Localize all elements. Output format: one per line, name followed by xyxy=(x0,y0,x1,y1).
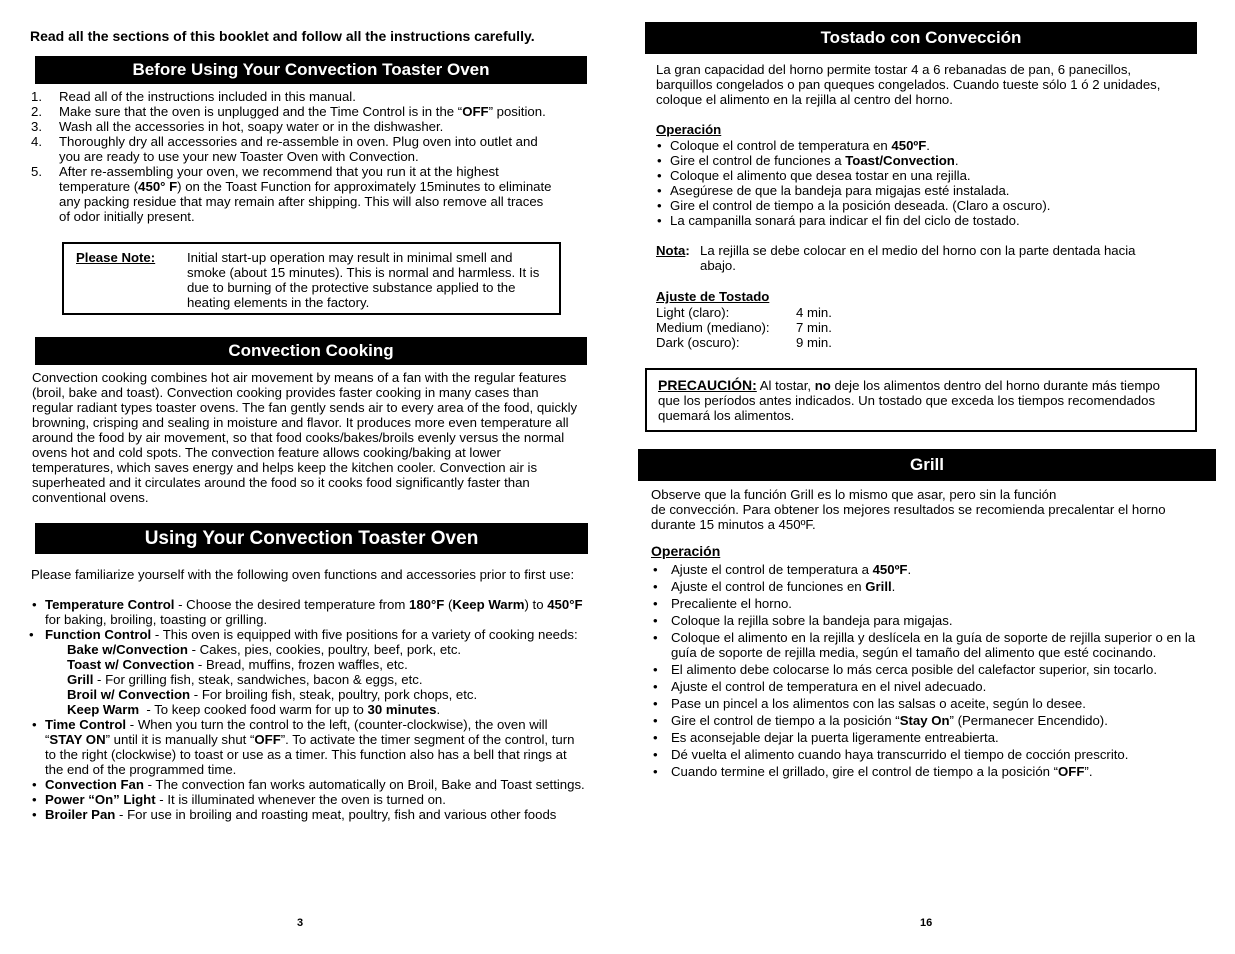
tostado-step: • Gire el control de funciones a Toast/Convection. xyxy=(656,153,1196,168)
grill-step: • Es aconsejable dejar la puerta ligeramente entreabierta. xyxy=(651,730,1196,745)
convection-cooking-text: Convection cooking combines hot air movement by means of a fan with the regular features (broil, bake and toast). Convection cooking provides faster cooking in many cases than regular radiant types toaster ovens. The fan gently sends air to every area of the food, quickly browning, crisping and sealing in moisture and flavor. It produces more even temperature all around the food by air movement, so that food cooks/bakes/broils evenly versus the normal ovens hot and cold spots. The convection feature allows cooking/baking at lower temperatures, which saves energy and helps keep the kitchen cooler. Convection air is superheated and it circulates around the food so it cooks food significantly faster than conventional ovens. xyxy=(32,370,578,505)
time-control-item: • Time Control - When you turn the control to the left, (counter-clockwise), the oven will “STAY ON” until it is manually shut “OFF”. To activate the timer segment of the control, turn to the right (clockwise) to toast or use as a timer. This function also has a bell that rings at the end of the programmed time. xyxy=(32,717,575,777)
grill-step: • Gire el control de tiempo a la posición “Stay On” (Permanecer Encendido). xyxy=(651,713,1196,728)
using-intro: Please familiarize yourself with the following oven functions and accessories prior to first use: xyxy=(31,567,575,582)
function-position-item: Toast w/ Convection - Bread, muffins, frozen waffles, etc. xyxy=(67,657,408,672)
please-note-box xyxy=(62,242,561,315)
grill-step: • Precaliente el horno. xyxy=(651,596,1196,611)
page-number-right: 16 xyxy=(920,917,933,929)
before-using-item: 4. Thoroughly dry all accessories and re-assemble in oven. Plug oven into outlet and you are ready to use your new Toaster Oven with Convection. xyxy=(31,134,538,164)
using-oven-heading: Using Your Convection Toaster Oven xyxy=(35,523,588,554)
precaucion-box: PRECAUCIÓN: Al tostar, no deje los alimentos dentro del horno durante más tiempo que los períodos antes indicados. Un tostado que exceda los tiempos recomendados quemará los alimentos. xyxy=(645,368,1197,432)
grill-step: • Cuando termine el grillado, gire el control de tiempo a la posición “OFF”. xyxy=(651,764,1196,779)
function-positions xyxy=(31,642,586,702)
nota: Nota: La rejilla se debe colocar en el medio del horno con la parte dentada hacia abajo. xyxy=(656,243,1136,273)
convection-fan-item: • Convection Fan - The convection fan works automatically on Broil, Bake and Toast settings. xyxy=(32,777,585,792)
tostado-step: • Gire el control de tiempo a la posición deseada. (Claro a oscuro). xyxy=(656,198,1196,213)
function-position-item: Broil w/ Convection - For broiling fish, steak, poultry, pork chops, etc. xyxy=(67,687,478,702)
tostado-operacion-label: Operación xyxy=(656,122,722,137)
grill-intro: Observe que la función Grill es lo mismo que asar, pero sin la función de convección. Para obtener los mejores resultados se recomienda precalentar el horno durante 15 minutos a 450ºF. xyxy=(651,487,1166,532)
oven-functions-list xyxy=(31,597,586,822)
ajuste-row: Light (claro): 4 min. xyxy=(656,305,832,320)
broiler-pan-item: • Broiler Pan - For use in broiling and roasting meat, poultry, fish and various other foods xyxy=(32,807,557,822)
grill-step: • Dé vuelta el alimento cuando haya transcurrido el tiempo de cocción prescrito. xyxy=(651,747,1196,762)
tostado-heading: Tostado con Convección xyxy=(645,22,1197,54)
keep-warm-item: Keep Warm - To keep cooked food warm for up to 30 minutes. xyxy=(67,702,441,717)
ajuste-table xyxy=(656,305,876,350)
convection-cooking-heading: Convection Cooking xyxy=(35,337,587,365)
grill-step: • Ajuste el control de temperatura en el nivel adecuado. xyxy=(651,679,1196,694)
grill-step: • El alimento debe colocarse lo más cerca posible del calefactor superior, sin tocarlo. xyxy=(651,662,1196,677)
grill-step: • Coloque la rejilla sobre la bandeja para migajas. xyxy=(651,613,1196,628)
before-using-item: 3. Wash all the accessories in hot, soapy water or in the dishwasher. xyxy=(31,119,444,134)
function-position-item: Grill - For grilling fish, steak, sandwiches, bacon & eggs, etc. xyxy=(67,672,423,687)
ajuste-row: Dark (oscuro): 9 min. xyxy=(656,335,832,350)
grill-step: • Pase un pincel a los alimentos con las salsas o aceite, según lo desee. xyxy=(651,696,1196,711)
please-note-label: Please Note: xyxy=(76,250,156,265)
please-note-text: Initial start-up operation may result in minimal smell and smoke (about 15 minutes). This is normal and harmless. It is due to burning of the protective substance applied to the heating elements in the factory. xyxy=(187,250,540,310)
page-number-left: 3 xyxy=(297,917,304,929)
ajuste-row: Medium (mediano): 7 min. xyxy=(656,320,832,335)
before-using-item: 2. Make sure that the oven is unplugged and the Time Control is in the “OFF” position. xyxy=(31,104,546,119)
function-control-item: • Function Control - This oven is equipped with five positions for a variety of cooking needs: xyxy=(29,627,578,642)
grill-heading: Grill xyxy=(638,449,1216,481)
before-using-list xyxy=(31,89,556,224)
before-using-item: 5. After re-assembling your oven, we recommend that you run it at the highest temperature (450° F) on the Toast Function for approximately 15minutes to eliminate any packing residue that may remain after shipping. This will also remove all traces of odor initially present. xyxy=(31,164,552,224)
power-light-item: • Power “On” Light - It is illuminated whenever the oven is turned on. xyxy=(32,792,446,807)
before-using-item: 1. Read all of the instructions included in this manual. xyxy=(31,89,356,104)
tostado-step: • La campanilla sonará para indicar el fin del ciclo de tostado. xyxy=(656,213,1196,228)
grill-step: • Ajuste el control de funciones en Grill. xyxy=(651,579,1196,594)
tostado-step: • Asegúrese de que la bandeja para migajas esté instalada. xyxy=(656,183,1196,198)
tostado-step: • Coloque el control de temperatura en 450ºF. xyxy=(656,138,1196,153)
tostado-step: • Coloque el alimento que desea tostar en una rejilla. xyxy=(656,168,1196,183)
grill-step: • Coloque el alimento en la rejilla y deslícela en la guía de soporte de rejilla superior o en la guía de soporte de rejilla media, según el tamaño del alimento que esté cocinando. xyxy=(651,630,1196,660)
before-using-heading: Before Using Your Convection Toaster Oven xyxy=(35,56,587,84)
grill-operacion-label: Operación xyxy=(651,543,721,559)
function-position-item: Bake w/Convection - Cakes, pies, cookies, poultry, beef, pork, etc. xyxy=(67,642,462,657)
tostado-operacion-list xyxy=(656,138,1196,228)
top-instruction: Read all the sections of this booklet and follow all the instructions carefully. xyxy=(30,28,535,44)
grill-operacion-list xyxy=(651,562,1196,781)
temperature-control-item: • Temperature Control - Choose the desired temperature from 180°F (Keep Warm) to 450°F for baking, broiling, toasting or grilling. xyxy=(32,597,583,627)
tostado-intro: La gran capacidad del horno permite tostar 4 a 6 rebanadas de pan, 6 panecillos, barquillos congelados o pan queques congelados. Cuando tueste sólo 1 ó 2 unidades, coloque el alimento en la rejilla al centro del horno. xyxy=(656,62,1161,107)
grill-step: • Ajuste el control de temperatura a 450ºF. xyxy=(651,562,1196,577)
ajuste-label: Ajuste de Tostado xyxy=(656,289,770,304)
